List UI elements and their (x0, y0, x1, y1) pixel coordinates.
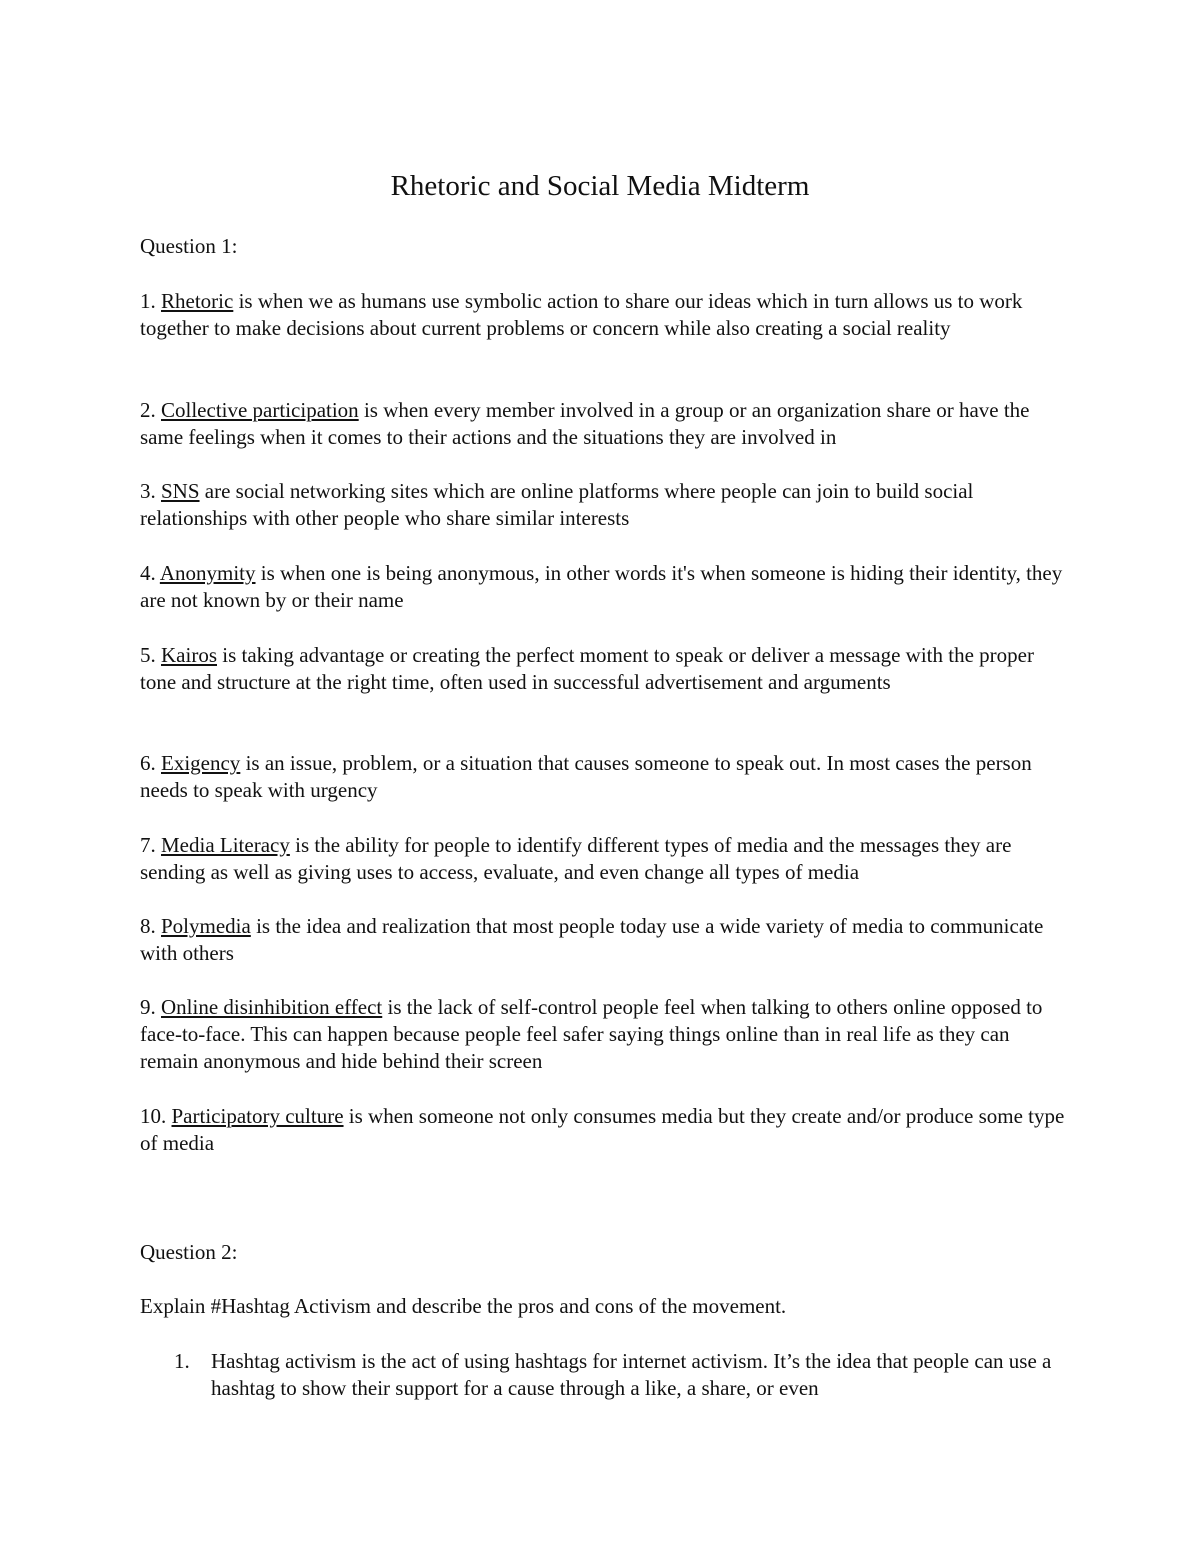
definition-text: is when every member involved in a group or an organization share or have the same feelings when it comes to their actions and the situations they are involved in (140, 398, 1030, 449)
definition-term: Participatory culture (171, 1104, 344, 1128)
definition-8 (140, 913, 1070, 967)
definition-number: 7. (140, 833, 161, 857)
definition-term: Online disinhibition effect (161, 995, 383, 1019)
definition-number: 10. (140, 1104, 172, 1128)
definition-text: are social networking sites which are online platforms where people can join to build social relationships with other people who share similar interests (140, 479, 974, 530)
definition-10 (140, 1103, 1070, 1157)
definition-text: is when one is being anonymous, in other words it's when someone is hiding their identity, they are not known by or their name (140, 561, 1063, 612)
definition-text: is when we as humans use symbolic action to share our ideas which in turn allows us to work together to make decisions about current problems or concern while also creating a social reality (140, 289, 1023, 340)
definition-text: is an issue, problem, or a situation that causes someone to speak out. In most cases the person needs to speak with urgency (140, 751, 1032, 802)
definition-text: is the idea and realization that most people today use a wide variety of media to communicate with others (140, 914, 1044, 965)
definition-term: SNS (161, 479, 200, 503)
definition-number: 4. (140, 561, 160, 585)
definition-3 (140, 478, 1070, 532)
definition-text: is taking advantage or creating the perfect moment to speak or deliver a message with the proper tone and structure at the right time, often used in successful advertisement and arguments (140, 643, 1034, 694)
definition-number: 1. (140, 289, 161, 313)
definition-term: Exigency (161, 751, 241, 775)
definition-number: 6. (140, 751, 161, 775)
definition-term: Kairos (161, 643, 217, 667)
definition-6 (140, 750, 1070, 804)
definition-number: 8. (140, 914, 161, 938)
question2-prompt: Explain #Hashtag Activism and describe the pros and cons of the movement. (140, 1294, 787, 1318)
definition-term: Media Literacy (161, 833, 290, 857)
definition-number: 5. (140, 643, 161, 667)
definition-text: is the ability for people to identify different types of media and the messages they are sending as well as giving uses to access, evaluate, and even change all types of media (140, 833, 1012, 884)
definition-text: is when someone not only consumes media but they create and/or produce some type of media (140, 1104, 1065, 1155)
question1-heading: Question 1: (140, 234, 238, 258)
definition-text: is the lack of self-control people feel when talking to others online opposed to face-to-face. This can happen because people feel safer saying things online than in real life as they can remain anonymous and hide behind their screen (140, 995, 1043, 1073)
definition-term: Rhetoric (161, 289, 234, 313)
answer-text: Hashtag activism is the act of using hashtags for internet activism. It’s the idea that people can use a hashtag to show their support for a cause through a like, a share, or even (211, 1349, 1052, 1400)
answer-number: 1. (174, 1349, 190, 1373)
definition-number: 2. (140, 398, 161, 422)
answer-list (140, 1348, 1070, 1402)
question2-heading: Question 2: (140, 1240, 238, 1264)
definition-number: 3. (140, 479, 161, 503)
definition-term: Anonymity (159, 561, 256, 585)
definition-number: 9. (140, 995, 161, 1019)
definition-4 (140, 560, 1070, 614)
definition-1 (140, 288, 1070, 342)
answer-item-1 (140, 1348, 1070, 1402)
definition-5 (140, 642, 1070, 696)
document-title: Rhetoric and Social Media Midterm (390, 170, 810, 202)
definition-term: Collective participation (161, 398, 359, 422)
definition-term: Polymedia (161, 914, 251, 938)
definition-2 (140, 397, 1070, 451)
definition-7 (140, 832, 1070, 886)
definition-9 (140, 994, 1070, 1075)
